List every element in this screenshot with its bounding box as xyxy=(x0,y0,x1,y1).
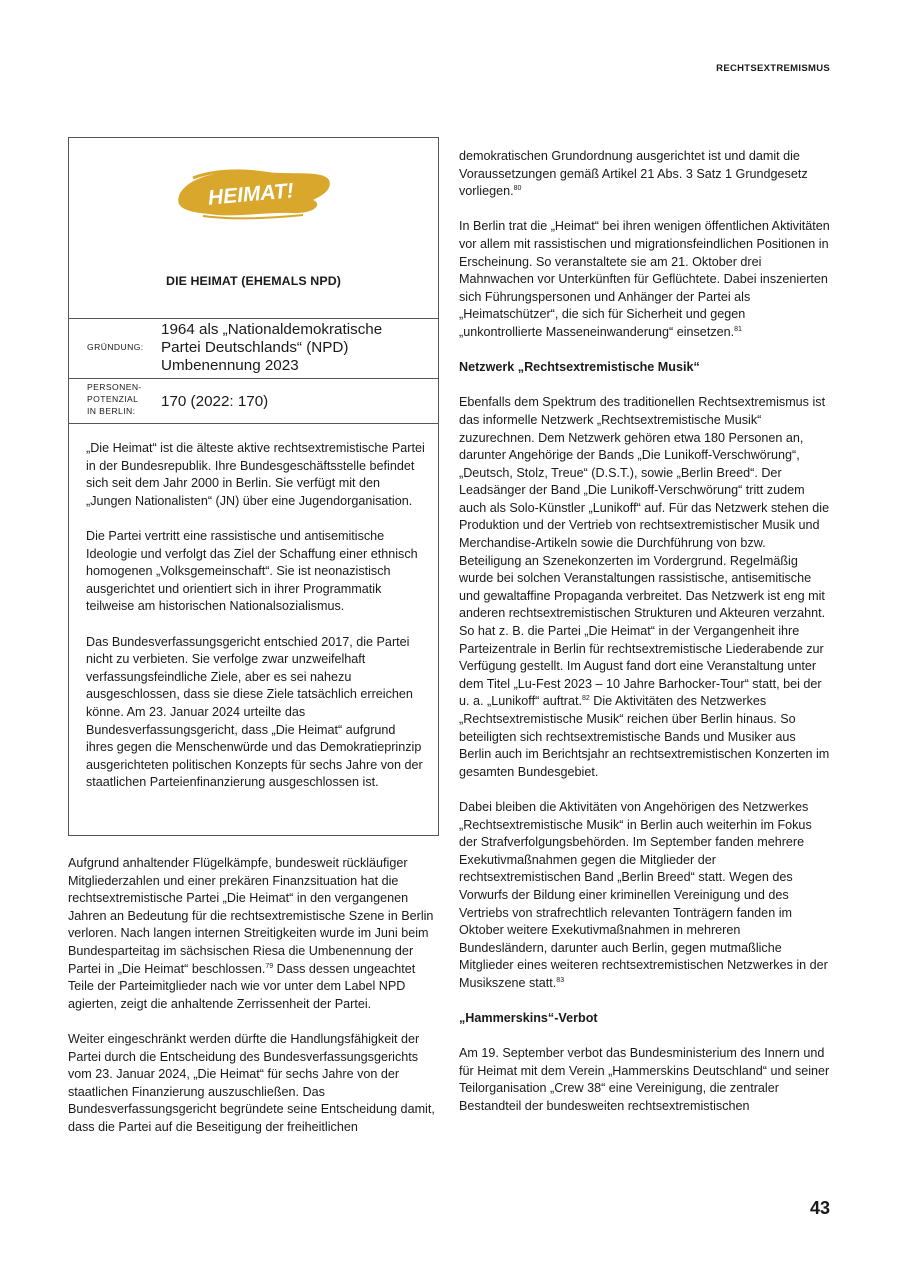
box-title: DIE HEIMAT (EHEMALS NPD) xyxy=(166,274,341,288)
right-column xyxy=(459,148,831,1133)
paragraph xyxy=(68,855,440,1013)
potential-label-line: PERSONEN- xyxy=(87,382,142,392)
page-number: 43 xyxy=(809,1198,830,1218)
section-heading: Netzwerk „Rechtsextremistische Musik“ xyxy=(459,360,700,375)
footnote-ref: 83 xyxy=(556,976,565,984)
paragraph: Am 19. September verbot das Bundesministerium des Innern und für Heimat mit dem Verein „Hammerskins Deutschland“ und seiner Teilorganisation „Crew 38“ eine Vereinigung, die zentraler Bestandteil der bundesweiten rechtsextremistischen xyxy=(459,1046,830,1114)
footnote-ref: 81 xyxy=(734,325,742,333)
potential-value: 170 (2022: 170) xyxy=(161,393,269,410)
logo-wordmark: HEIMAT! xyxy=(207,179,295,210)
divider xyxy=(69,423,438,424)
party-info-box xyxy=(68,137,439,836)
paragraph-text: In Berlin trat die „Heimat“ bei ihren wenigen öffentlichen Aktivitäten vor allem mit rassistischen und migrationsfeindlichen Positionen in Erscheinung. So veranstaltete sie am 21. Oktober drei Mahnwachen vor Unterkünften für Geflüchtete. Dabei inszenierten sich Führungspersonen und Anhänger der Partei als „Heimatschützer“, die sich für Sicherheit und gegen „unkontrollierte Masseneinwanderung“ einsetzen. xyxy=(459,219,830,339)
box-paragraph: Das Bundesverfassungsgericht entschied 2017, die Partei nicht zu verbieten. Sie verfolge zwar unzweifelhaft verfassungsfeindliche Ziele, aber es sei nahezu ausgeschlossen, dass sie diese Ziele tatsächlich erreichen könne. Am 23. Januar 2024 urteilte das Bundesverfassungsgericht, dass „Die Heimat“ aufgrund ihres gegen die Menschenwürde und das Demokratieprinzip ausgerichteten politischen Konzepts für sechs Jahre von der staatlichen Parteienfinanzierung ausgeschlossen ist. xyxy=(86,634,423,790)
paragraph-text: Dass dessen ungeachtet Teile der Parteimitglieder nach wie vor unter dem Label NPD agierten, zeigt die anhaltende Zerrissenheit der Partei. xyxy=(68,961,416,1011)
paragraph xyxy=(459,218,831,341)
founding-line: Umbenennung 2023 xyxy=(161,357,299,374)
running-head: RECHTSEXTREMISMUS xyxy=(716,63,830,74)
potential-label-line: IN BERLIN: xyxy=(87,406,136,416)
paragraph-text: Aufgrund anhaltender Flügelkämpfe, bundesweit rückläufiger Mitgliederzahlen und einer prekären Finanzsituation hat die rechtsextremistische Partei „Die Heimat“ in den vergangenen Jahren an Bedeutung für die rechtsextremistische Szene in Berlin verloren. Nach langen internen Streitigkeiten wurde im Juni beim Bundesparteitag im sächsischen Riesa die Umbenennung der Partei in „Die Heimat“ beschlossen. xyxy=(68,856,434,976)
divider xyxy=(69,318,438,319)
paragraph xyxy=(459,799,831,993)
paragraph xyxy=(459,394,831,781)
paragraph-text: Dabei bleiben die Aktivitäten von Angehörigen des Netzwerkes „Rechtsextremistische Musik“ in Berlin auch weiterhin im Fokus der Strafverfolgungsbehörden. Im September fanden mehrere Exekutivmaßnahmen gegen die Mitglieder der rechtsextremistischen Band „Berlin Breed“ statt. Wegen des Vorwurfs der Bildung einer kriminellen Vereinigung und des Vertriebs von strafrechtlich relevanten Tonträgern fanden im Oktober weitere Exekutivmaßnahmen in mehreren Bundesländern, darunter auch Berlin, gegen mutmaßliche Mitglieder eines weiteren rechtsextremistischen Netzwerkes in der Musikszene statt. xyxy=(459,799,828,990)
founding-value xyxy=(161,321,382,375)
founding-label: GRÜNDUNG: xyxy=(87,342,144,352)
founding-line: 1964 als „Nationaldemokratische xyxy=(161,321,383,338)
box-paragraph: Die Partei vertritt eine rassistische und antisemitische Ideologie und verfolgt das Ziel der Schaffung einer ethnisch homogenen „Volksgemeinschaft“. Sie ist neonazistisch ausgerichtet und orientiert sich in ihrer Programmatik teilweise am historischen Nationalsozialismus. xyxy=(86,528,418,614)
box-paragraph: „Die Heimat“ ist die älteste aktive rechtsextremistische Partei in der Bundesrepublik. Ihre Bundesgeschäftsstelle befindet sich seit dem Jahr 2000 in Berlin. Sie verfügt mit den „Jungen Nationalisten“ (JN) über eine Jugendorganisation. xyxy=(86,441,425,508)
paragraph xyxy=(459,148,831,201)
heimat-logo xyxy=(173,166,333,220)
paragraph-text: Ebenfalls dem Spektrum des traditionellen Rechtsextremismus ist das informelle Netzwerk „Rechtsextremistische Musik“ zuzurechnen. Dem Netzwerk gehören etwa 180 Personen an, darunter Angehörige der Bands „Die Lunikoff-Verschwörung“, „Deutsch, Stolz, Treue“ (D.S.T.), sowie „Berlin Breed“. Der Leadsänger der Band „Die Lunikoff-Verschwörung“ tritt zudem auch als Solo-Künstler „Lunikoff“ auf. Für das Netzwerk stehen die Produktion und der Vertrieb von rechtsextremistischer Musik und Merchandise-Artikeln sowie die Durchführung von bzw. Beteiligung an Szenekonzerten im Vordergrund. Regelmäßig wurde bei solchen Veranstaltungen rassistische, antisemitische und gewaltaffine Propaganda verbreitet. Das Netzwerk ist eng mit anderen rechtsextremistischen Strukturen und Akteuren verzahnt. So hat z. B. die Partei „Die Heimat“ in der Vergangenheit ihre Parteizentrale in Berlin für rechtsextremistische Liederabende zur Verfügung gestellt. Im August fand dort eine Veranstaltung unter dem Titel „Lu-Fest 2023 – 10 Jahre Barhocker-Tour“ statt, bei der u. a. „Lunikoff“ auftrat. xyxy=(459,395,830,709)
potential-label xyxy=(87,381,142,417)
box-text xyxy=(86,440,426,809)
paragraph-text: demokratischen Grundordnung ausgerichtet ist und damit die Voraussetzungen gemäß Artikel 21 Abs. 3 Satz 1 Grundgesetz vorliegen. xyxy=(459,149,808,199)
potential-label-line: POTENZIAL xyxy=(87,394,139,404)
footnote-ref: 79 xyxy=(265,962,274,970)
founding-line: Partei Deutschlands“ (NPD) xyxy=(161,339,349,356)
divider xyxy=(69,378,438,379)
footnote-ref: 82 xyxy=(581,695,590,703)
paragraph: Weiter eingeschränkt werden dürfte die Handlungsfähigkeit der Partei durch die Entscheidung des Bundesverfassungsgerichts vom 23. Januar 2024, „Die Heimat“ für sechs Jahre von der staatlichen Finanzierung auszuschließen. Das Bundesverfassungsgericht begründete seine Entscheidung damit, dass die Partei auf die Beseitigung der freiheitlichen xyxy=(68,1031,435,1134)
section-heading: „Hammerskins“-Verbot xyxy=(459,1011,598,1026)
paragraph-text: Die Aktivitäten des Netzwerkes „Rechtsextremistische Musik“ reichen über Berlin hinaus. So beteiligten sich rechtsextremistische Bands und Musiker aus Berlin auch im Berichtsjahr an rechtsextremistischen Konzerten im gesamten Bundesgebiet. xyxy=(459,694,830,779)
left-column xyxy=(68,855,440,1154)
footnote-ref: 80 xyxy=(513,185,522,193)
